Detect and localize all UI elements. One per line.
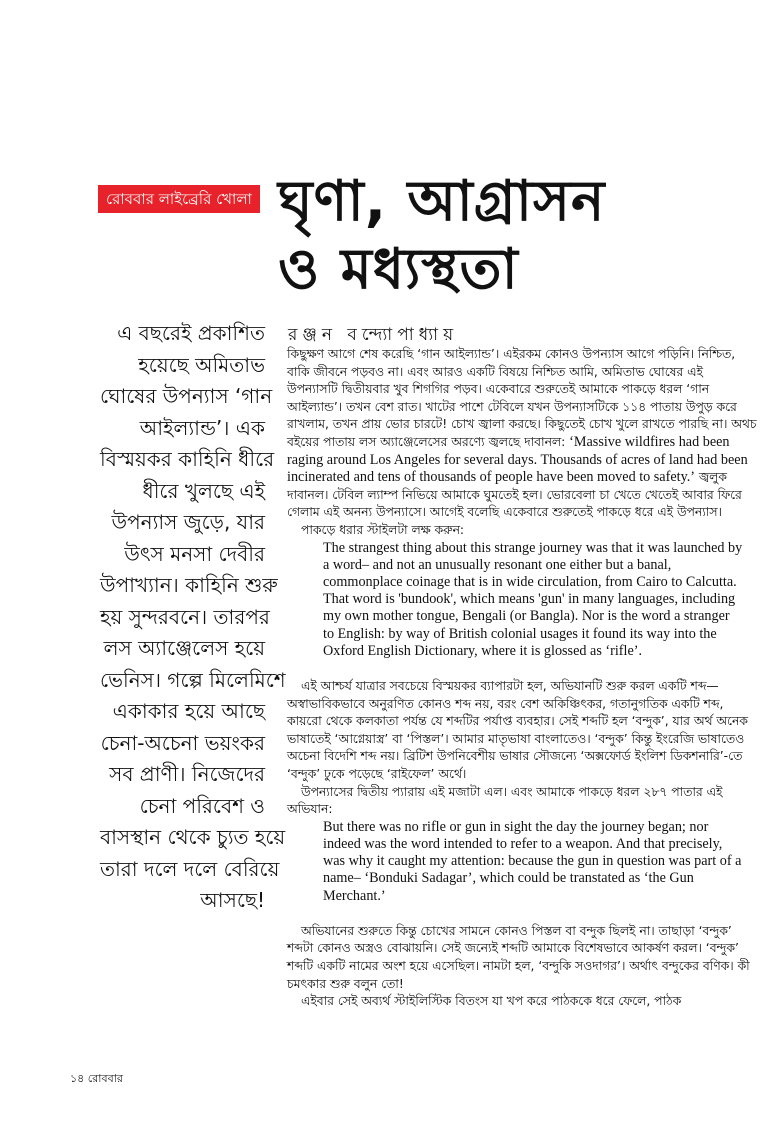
section-tag: রোববার লাইব্রেরি খোলা — [98, 185, 260, 213]
pull-quote-line: আইল্যান্ড’। এক — [139, 415, 265, 440]
block-quote: But there was no rifle or gun in sight the day the journey began; nor indeed was the word intended to refer to a weapon. And that precisely, was why it caught my attention: because the gun in question was part of a name– ‘Bonduki Sadagar’, which could be transtated as ‘the Gun Merchant.’ — [323, 818, 742, 904]
pull-quote-line: উপাখ্যান। কাহিনি শুরু — [100, 573, 278, 597]
pull-quote-line: চেনা পরিবেশ ও — [139, 793, 265, 818]
block-quote: The strangest thing about this strange journey was that it was launched by a word– and not an unusually resonant one either but a banal, commonplace coinage that is in wide circulation, from Cairo to Calcutta. That word is 'bundook', which means 'gun' in many languages, including my own mother tongue, Bengali (or Bangla). Nor is the word a stranger to English: by way of British colonial usages it found its way into the Oxford English Dictionary, where it is glossed as ‘rifle’. — [323, 539, 743, 659]
pull-quote-line: ঘোষের উপন্যাস ‘গান — [100, 384, 273, 408]
pull-quote-line: ভেনিস। গল্পে মিলেমিশে — [100, 667, 286, 692]
pull-quote-line: লস অ্যাঞ্জেলেস হয়ে — [103, 636, 265, 660]
byline: রঞ্জন বন্দ্যোপাধ্যায় — [288, 325, 459, 345]
paragraph: এইবার সেই অব্যর্থ স্টাইলিস্টিক বিতংস যা খপ করে পাঠককে ধরে ফেলে, পাঠক — [301, 994, 682, 1009]
pull-quote-line: আসছে! — [200, 888, 265, 912]
title-line: ঘৃণা, আগ্রাসন — [278, 169, 606, 234]
article-body — [287, 346, 757, 1011]
paragraph — [287, 346, 757, 522]
pull-quote — [100, 318, 286, 917]
title-line: ও মধ্যস্থতা — [278, 237, 519, 302]
pull-quote-line: একাকার হয়ে আছে — [112, 699, 265, 723]
pull-quote-line: উপন্যাস জুড়ে, যার — [111, 510, 265, 534]
paragraph: অভিযানের শুরুতে কিন্তু চোখের সামনে কোনও পিস্তল বা বন্দুক ছিলই না। তাছাড়া ‘বন্দুক’ শব্দটা কোনও অস্ত্রও বোঝায়নি। সেই জন্যেই শব্দটি আমাকে বিশেষভাবে আকর্ষণ করল। ‘বন্দুক’ শব্দটি একটি নামের অংশ হয়ে এসেছিল। নামটা হল, ‘বন্দুকি সওদাগর’। অর্থাৎ বন্দুকের বণিক। কী চমৎকার শুরু বলুন তো! — [287, 923, 750, 991]
paragraph-text: কিছুক্ষণ আগে শেষ করেছি ‘গান আইল্যান্ড’। এইরকম কোনও উপন্যাস আগে পড়িনি। নিশ্চিত, বাকি জীবনে পড়বও না। এবং আরও একটি বিষয়ে নিশ্চিত আমি, অমিতাভ ঘোষের এই উপন্যাসটি দ্বিতীয়বার খুব শিগগির পড়ব। একেবারে শুরুতেই আমাকে পাকড়ে ধরল ‘গান আইল্যান্ড’। তখন বেশ রাত। খাটের পাশে টেবিলে যখন উপন্যাসটিকে ১১৪ পাতায় উপুড় করে রাখলাম, তখন প্রায় ভোর চারটে! চোখ জ্বালা করছে। কিছুতেই চোখ খুলে রাখতে পারছি না। অথচ বইয়ের পাতায় লস অ্যাঞ্জেলেসের অরণ্যে জ্বলছে দাবানল: — [287, 347, 757, 449]
pull-quote-line: চেনা-অচেনা ভয়ংকর — [100, 730, 265, 755]
article-title — [278, 168, 605, 304]
pull-quote-line: সব প্রাণী। নিজেদের — [109, 762, 265, 786]
pull-quote-line: এ বছরেই প্রকাশিত — [117, 321, 265, 345]
paragraph-text: জ্বলুক দাবানল। টেবিল ল্যাম্প নিভিয়ে আমাকে ঘুমতেই হল। ভোরবেলা চা খেতে খেতেই আবার ফিরে গেলাম এই অনন্য উপন্যাসে। আগেই বলেছি একেবারে শুরুতেই পাকড়ে ধরে এই উপন্যাস। — [287, 470, 742, 520]
pull-quote-line: উৎস মনসা দেবীর — [124, 541, 265, 566]
pull-quote-line: হয়েছে অমিতাভ — [138, 352, 265, 377]
pull-quote-line: ধীরে খুলছে এই — [142, 478, 265, 503]
paragraph: পাকড়ে ধরার স্টাইলটা লক্ষ করুন: — [301, 522, 465, 537]
pull-quote-line: বিস্ময়কর কাহিনি ধীরে — [100, 447, 275, 471]
english-quote-inline: ‘Massive wildfires had been raging around Los Angeles for several days. Thousands of acres of land had been incinerated and tens of thousands of people have been moved to safety.’ — [287, 433, 748, 486]
pull-quote-line: বাসস্থান থেকে চ্যুত হয়ে — [100, 825, 286, 849]
pull-quote-line: হয় সুন্দরবনে। তারপর — [100, 604, 270, 629]
pull-quote-line: তারা দলে দলে বেরিয়ে — [100, 856, 280, 881]
page-folio: ১৪ রোববার — [70, 1072, 123, 1085]
paragraph: এই আশ্চর্য যাত্রার সবচেয়ে বিস্ময়কর ব্যাপারটা হল, অভিযানটি শুরু করল একটি শব্দ— অস্বাভাবিকভাবে অনুরণিত কোনও শব্দ নয়, বরং বেশ অকিঞ্চিৎকর, গতানুগতিক একটি শব্দ, কায়রো থেকে কলকাতা পর্যন্ত যে শব্দটির পর্যাপ্ত ব্যবহার। সেই শব্দটি হল ‘বন্দুক’, যার অর্থ অনেক ভাষাতেই ‘আগ্নেয়াস্ত্র’ বা ‘পিস্তল’। আমার মাতৃভাষা বাংলাতেও। ‘বন্দুক’ কিন্তু ইংরেজি ভাষাতেও অচেনা বিদেশি শব্দ নয়। ব্রিটিশ উপনিবেশীয় ভাষার সৌজন্যে ‘অক্সফোর্ড ইংলিশ ডিকশনারি’-তে ‘বন্দুক’ ঢুকে পড়েছে ‘রাইফেল’ অর্থে। — [287, 678, 748, 781]
paragraph: উপন্যাসের দ্বিতীয় প্যারায় এই মজাটা এল। এবং আমাকে পাকড়ে ধরল ২৮৭ পাতার এই অভিযান: — [287, 784, 723, 817]
